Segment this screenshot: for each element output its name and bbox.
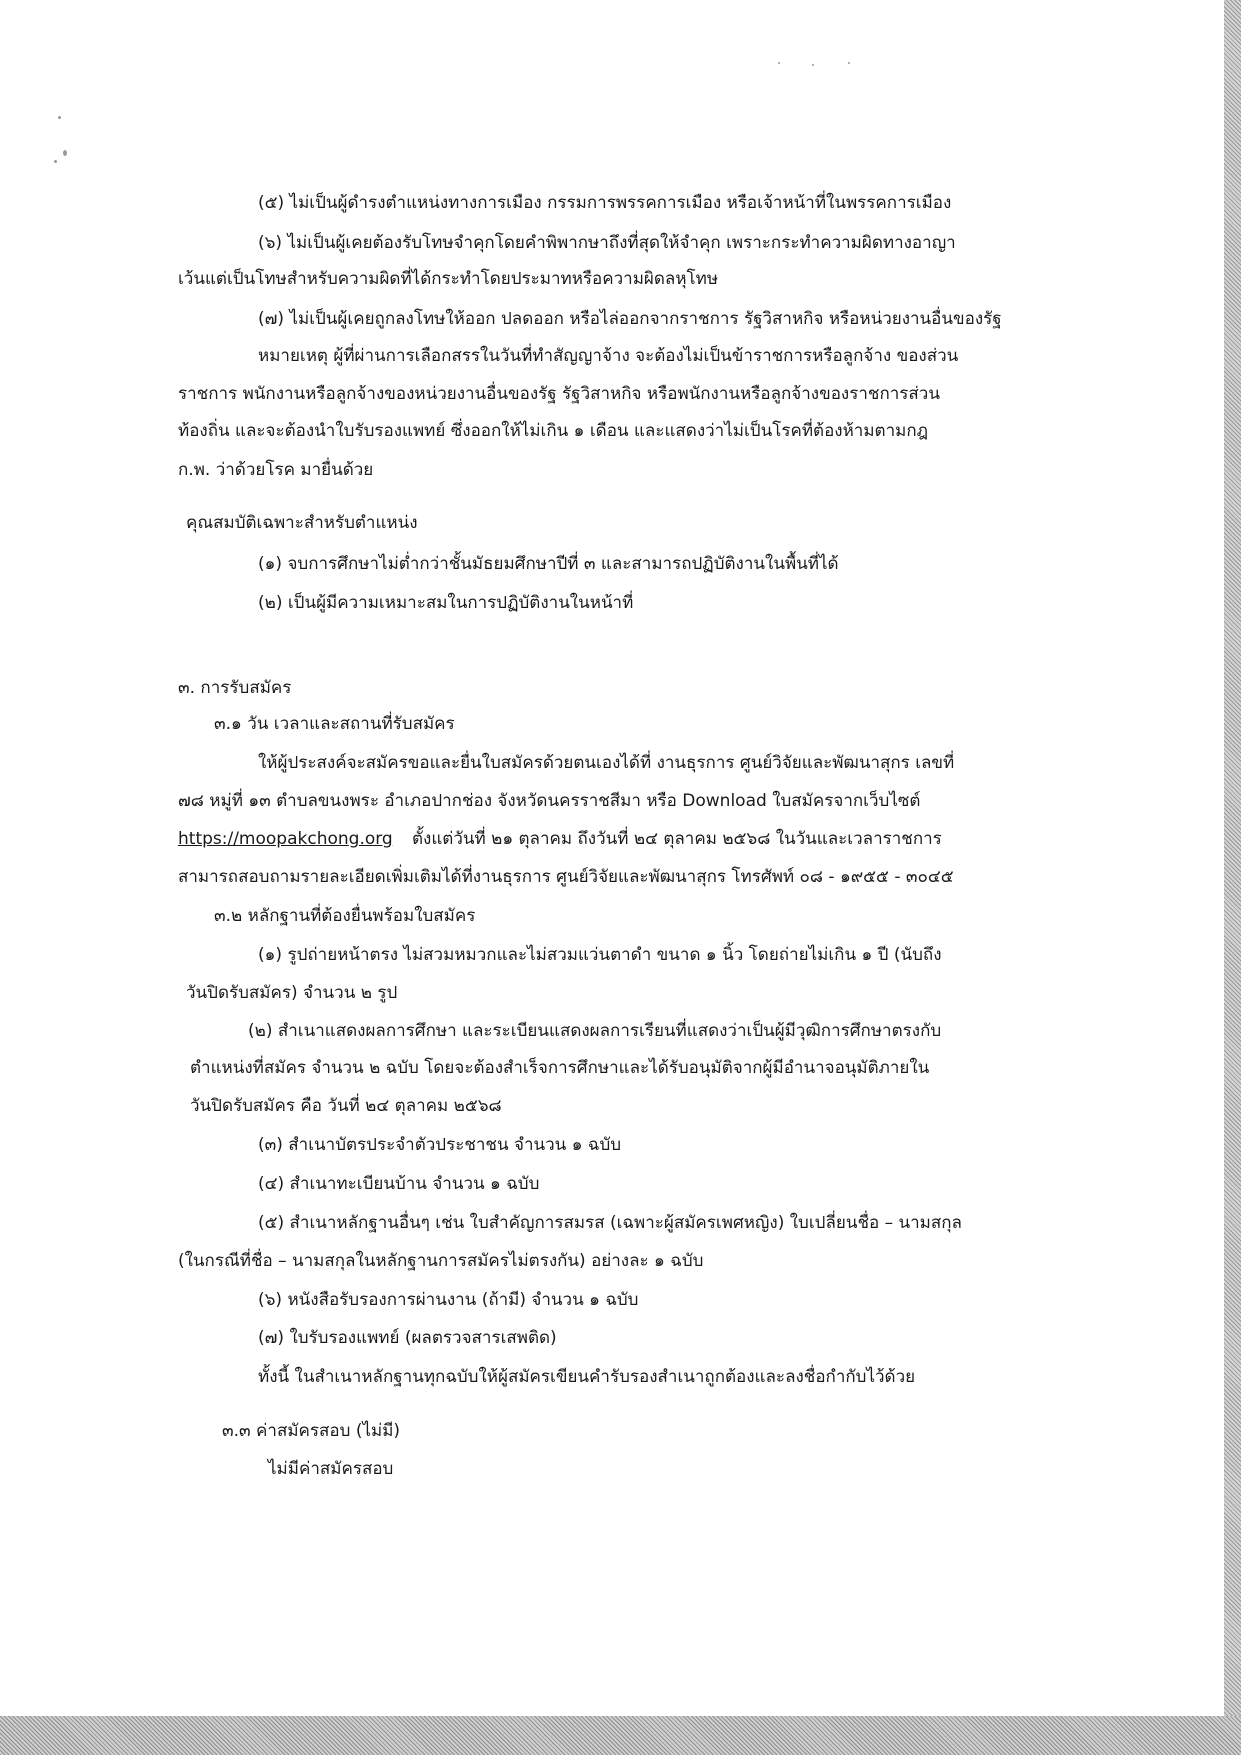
section-3-1-line-2: ๗๘ หมู่ที่ ๑๓ ตำบลขนงพระ อำเภอปากช่อง จังหวัดนครราชสีมา หรือ Download ใบสมัครจากเว็บไซต์: [178, 791, 921, 811]
scan-speck: [63, 150, 67, 156]
document-2-continuation-2: วันปิดรับสมัคร คือ วันที่ ๒๔ ตุลาคม ๒๕๖๘: [190, 1096, 502, 1116]
document-3-id-card: (๓) สำเนาบัตรประจำตัวประชาชน จำนวน ๑ ฉบับ: [258, 1135, 622, 1155]
document-4-house-registration: (๔) สำเนาทะเบียนบ้าน จำนวน ๑ ฉบับ: [258, 1174, 540, 1194]
item-5-no-political-position: (๕) ไม่เป็นผู้ดำรงตำแหน่งทางการเมือง กรรมการพรรคการเมือง หรือเจ้าหน้าที่ในพรรคการเมือง: [258, 193, 952, 213]
scan-speck: [778, 62, 780, 64]
document-5-other-evidence: (๕) สำเนาหลักฐานอื่นๆ เช่น ใบสำคัญการสมรส (เฉพาะผู้สมัครเพศหญิง) ใบเปลี่ยนชื่อ – นามสกุล: [258, 1213, 962, 1233]
scan-speck: [848, 62, 850, 64]
remark-line-4: ก.พ. ว่าด้วยโรค มายื่นด้วย: [178, 460, 374, 480]
document-7-medical-certificate: (๗) ใบรับรองแพทย์ (ผลตรวจสารเสพติด): [258, 1328, 557, 1348]
document-1-continuation: วันปิดรับสมัคร) จำนวน ๒ รูป: [186, 983, 398, 1003]
document-2-transcript: (๒) สำเนาแสดงผลการศึกษา และระเบียนแสดงผลการเรียนที่แสดงว่าเป็นผู้มีวุฒิการศึกษาตรงกับ: [248, 1021, 942, 1041]
remark-line-2: ราชการ พนักงานหรือลูกจ้างของหน่วยงานอื่นของรัฐ รัฐวิสาหกิจ หรือพนักงานหรือลูกจ้างของราชการส่วน: [178, 384, 940, 404]
scan-right-edge: [1224, 0, 1241, 1755]
certification-note: ทั้งนี้ ในสำเนาหลักฐานทุกฉบับให้ผู้สมัครเขียนคำรับรองสำเนาถูกต้องและลงชื่อกำกับไว้ด้วย: [258, 1367, 916, 1387]
scan-speck: [54, 160, 57, 163]
section-3-3-body: ไม่มีค่าสมัครสอบ: [268, 1459, 394, 1479]
item-6-no-criminal-record: (๖) ไม่เป็นผู้เคยต้องรับโทษจำคุกโดยคำพิพากษาถึงที่สุดให้จำคุก เพราะกระทำความผิดทางอาญา: [258, 233, 956, 253]
remark-line-1: หมายเหตุ ผู้ที่ผ่านการเลือกสรรในวันที่ทำสัญญาจ้าง จะต้องไม่เป็นข้าราชการหรือลูกจ้าง ของส่วน: [258, 346, 959, 366]
scan-bottom-band: [0, 1716, 1241, 1755]
item-6-continuation: เว้นแต่เป็นโทษสำหรับความผิดที่ได้กระทำโดยประมาทหรือความผิดลหุโทษ: [178, 269, 719, 289]
document-2-continuation-1: ตำแหน่งที่สมัคร จำนวน ๒ ฉบับ โดยจะต้องสำเร็จการศึกษาและได้รับอนุมัติจากผู้มีอำนาจอนุมัติภายใน: [190, 1058, 930, 1078]
item-7-no-dismissal: (๗) ไม่เป็นผู้เคยถูกลงโทษให้ออก ปลดออก หรือไล่ออกจากราชการ รัฐวิสาหกิจ หรือหน่วยงานอื่นของรัฐ: [258, 309, 1002, 329]
website-link[interactable]: https://moopakchong.org: [178, 829, 393, 849]
section-3-1-line-1: ให้ผู้ประสงค์จะสมัครขอและยื่นใบสมัครด้วยตนเองได้ที่ งานธุรการ ศูนย์วิจัยและพัฒนาสุกร เลขที่: [258, 753, 955, 773]
qualification-1: (๑) จบการศึกษาไม่ต่ำกว่าชั้นมัธยมศึกษาปีที่ ๓ และสามารถปฏิบัติงานในพื้นที่ได้: [258, 554, 839, 574]
qualification-2: (๒) เป็นผู้มีความเหมาะสมในการปฏิบัติงานในหน้าที่: [258, 593, 634, 613]
document-6-work-certificate: (๖) หนังสือรับรองการผ่านงาน (ถ้ามี) จำนวน ๑ ฉบับ: [258, 1290, 639, 1310]
scan-speck: [58, 116, 61, 119]
section-3-1-line-3: ตั้งแต่วันที่ ๒๑ ตุลาคม ถึงวันที่ ๒๔ ตุลาคม ๒๕๖๘ ในวันและเวลาราชการ: [412, 829, 942, 849]
specific-qualifications-heading: คุณสมบัติเฉพาะสำหรับตำแหน่ง: [186, 513, 418, 533]
section-3-heading: ๓. การรับสมัคร: [178, 678, 292, 698]
remark-line-3: ท้องถิ่น และจะต้องนำใบรับรองแพทย์ ซึ่งออกให้ไม่เกิน ๑ เดือน และแสดงว่าไม่เป็นโรคที่ต้องห้ามตามกฎ: [178, 421, 929, 441]
section-3-2-heading: ๓.๒ หลักฐานที่ต้องยื่นพร้อมใบสมัคร: [214, 906, 476, 926]
document-1-photo: (๑) รูปถ่ายหน้าตรง ไม่สวมหมวกและไม่สวมแว่นตาดำ ขนาด ๑ นิ้ว โดยถ่ายไม่เกิน ๑ ปี (นับถึง: [258, 945, 942, 965]
section-3-1-line-4: สามารถสอบถามรายละเอียดเพิ่มเติมได้ที่งานธุรการ ศูนย์วิจัยและพัฒนาสุกร โทรศัพท์ ๐๘ - ๑๙๕๕ - ๓๐๔๕: [178, 867, 954, 887]
document-5-continuation: (ในกรณีที่ชื่อ – นามสกุลในหลักฐานการสมัครไม่ตรงกัน) อย่างละ ๑ ฉบับ: [178, 1251, 704, 1271]
section-3-3-heading: ๓.๓ ค่าสมัครสอบ (ไม่มี): [222, 1421, 401, 1441]
section-3-1-heading: ๓.๑ วัน เวลาและสถานที่รับสมัคร: [214, 714, 455, 734]
scan-speck: [812, 64, 814, 66]
